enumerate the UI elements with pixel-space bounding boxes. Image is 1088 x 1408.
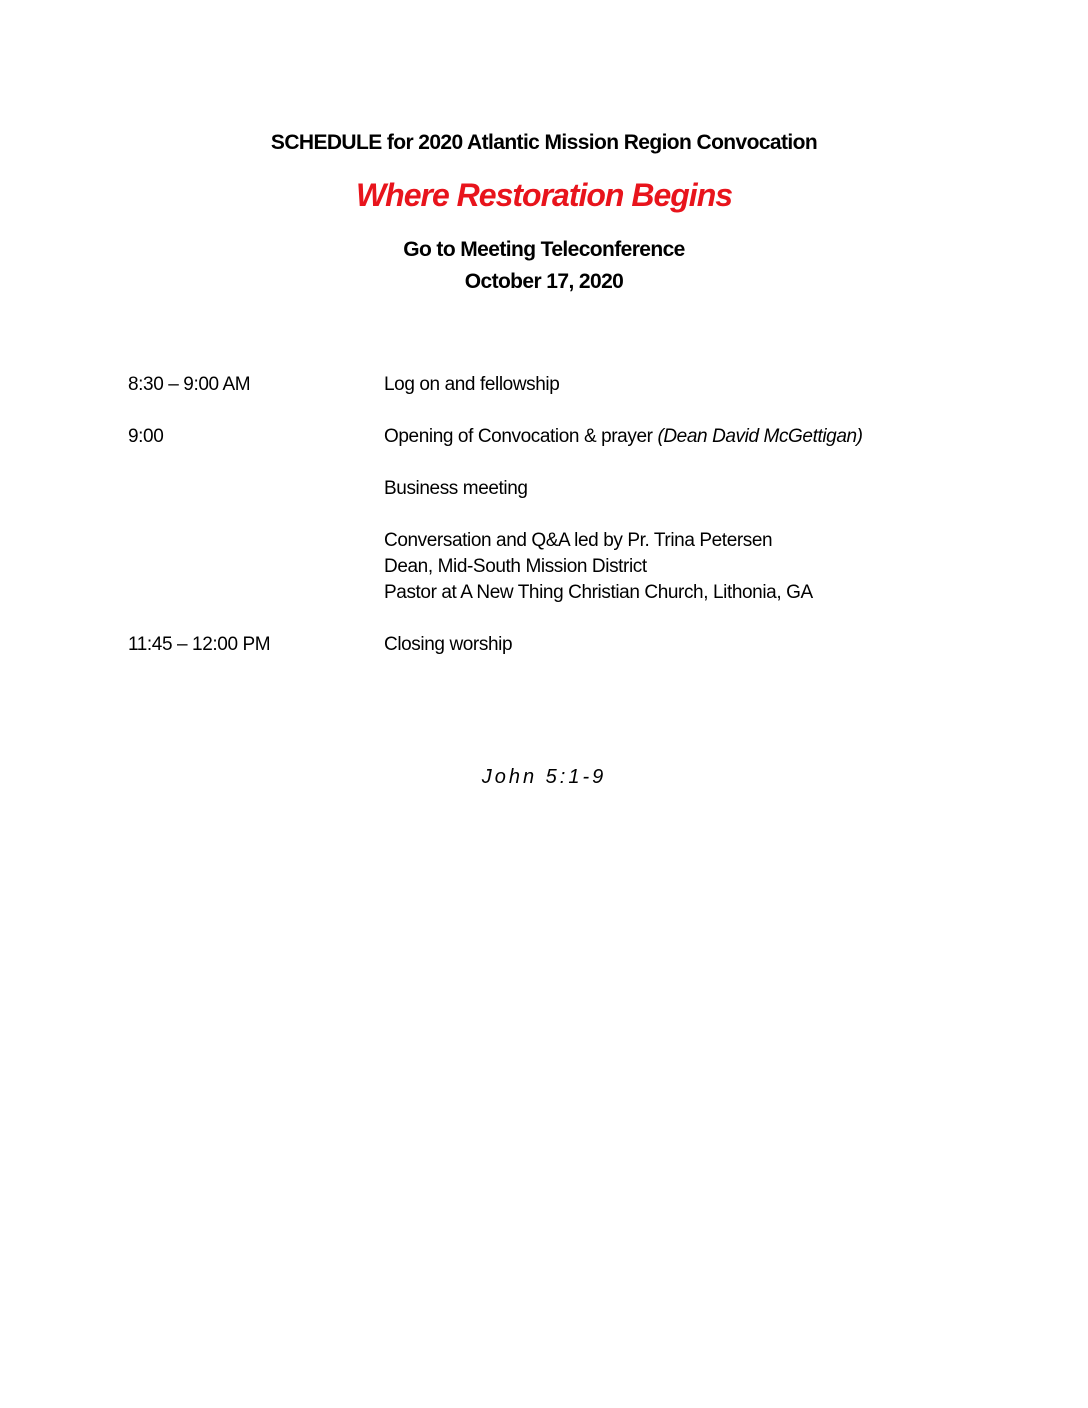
schedule-line: Dean, Mid-South Mission District (384, 556, 647, 577)
schedule-description (384, 372, 1028, 398)
schedule-time: 8:30 – 9:00 AM (128, 374, 251, 395)
schedule-line: Opening of Convocation & prayer (384, 426, 658, 447)
schedule-time (128, 476, 384, 502)
document-title: SCHEDULE for 2020 Atlantic Mission Region Convocation (270, 131, 818, 154)
schedule-row (128, 372, 1028, 398)
theme-title: Where Restoration Begins (355, 177, 733, 213)
schedule-line: Log on and fellowship (384, 374, 560, 395)
schedule-line: Pastor at A New Thing Christian Church, Lithonia, GA (384, 582, 813, 603)
schedule-description (384, 424, 1028, 450)
schedule-line-with-note (384, 424, 1028, 450)
schedule-line: Conversation and Q&A led by Pr. Trina Petersen (384, 530, 773, 551)
meeting-platform: Go to Meeting Teleconference (403, 238, 685, 261)
schedule-line: Business meeting (384, 478, 528, 499)
schedule-row (128, 632, 1028, 658)
schedule-description (384, 476, 1028, 502)
schedule-time (128, 528, 384, 606)
schedule-row (128, 528, 1028, 606)
schedule-line: Closing worship (384, 634, 513, 655)
schedule-description (384, 528, 1028, 606)
schedule-time: 11:45 – 12:00 PM (128, 634, 271, 655)
schedule-row (128, 476, 1028, 502)
schedule-row (128, 424, 1028, 450)
schedule-list (128, 372, 1028, 684)
schedule-time: 9:00 (128, 426, 164, 447)
schedule-description (384, 632, 1028, 658)
scripture-reference: John 5:1-9 (481, 766, 607, 788)
event-date: October 17, 2020 (464, 270, 624, 293)
schedule-leader-note: (Dean David McGettigan) (657, 426, 863, 447)
